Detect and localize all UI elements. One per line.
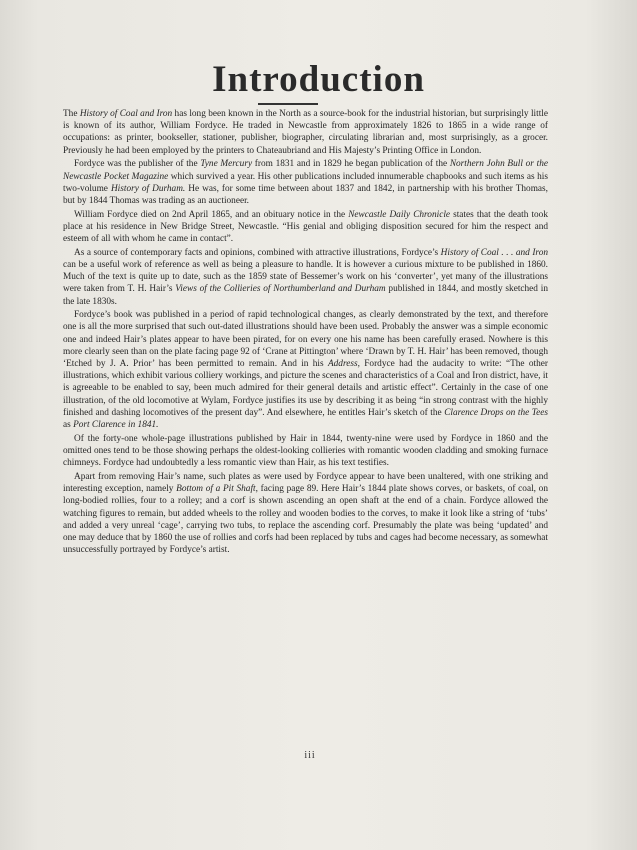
paragraph-5: Fordyce’s book was published in a period of rapid technological changes, as clearly demonstrated by the text, and therefore one is all the more surprised that such out-dated illustrations should have been used. Probably the answer was a simple economic one and indeed Hair’s plates appear to have been pirated, for on every one his name has been carefully erased. Nowhere is this more clearly seen than on the plate facing page 92 of ‘Crane at Pittington’ where ‘Drawn by T. H. Hair’ has been removed, though ‘Etched by J. A. Prior’ has been permitted to remain. And in his Address, Fordyce had the audacity to write: “The other illustrations, which exhibit various colliery workings, and picture the scenes and characteristics of a Coal and Iron district, have, it is agreeable to be enabled to say, been much admired for their general details and artistic effect”. Certainly in the case of one illustration, of the old locomotive at Wylam, Fordyce justifies its use by describing it as being “in strong contrast with the highly finished and dashing locomotives of the present day”. And elsewhere, he entitles Hair’s sketch of the Clarence Drops on the Tees as Port Clarence in 1841. <box>63 310 548 431</box>
paragraph-2: Fordyce was the publisher of the Tyne Mercury from 1831 and in 1829 he began publication of the Northern John Bull or the Newcastle Pocket Magazine which survived a year. His other publications included innumerable chapbooks and such items as his two-volume History of Durham. He was, for some time between about 1837 and 1842, in partnership with his brother Thomas, but by 1844 Thomas was trading as an auctioneer. <box>63 159 548 206</box>
paragraph-4: As a source of contemporary facts and opinions, combined with attractive illustrations, Fordyce’s History of Coal . . . and Iron can be a useful work of reference as well as being a pleasure to handle. It is however a curious mixture to be published in 1860. Much of the text is quite up to date, such as the 1859 state of Bessemer’s work on his ‘converter’, yet many of the illustrations were taken from T. H. Hair’s Views of the Collieries of Northumberland and Durham published in 1844, and mostly sketched in the late 1830s. <box>63 247 549 307</box>
paragraph-3: William Fordyce died on 2nd April 1865, and an obituary notice in the Newcastle Daily Chronicle states that the death took place at his residence in New Bridge Street, Newcastle. “His genial and obliging disposition secured for him the respect and esteem of all with whom he came in contact”. <box>63 209 548 245</box>
paragraph-7: Apart from removing Hair’s name, such plates as were used by Fordyce appear to have been unaltered, with one striking and interesting exception, namely Bottom of a Pit Shaft, facing page 89. Here Hair’s 1844 plate shows corves, or baskets, of coal, on long-bodied rollies, four to a rolley; and a corf is shown ascending an open shaft at the end of a chain. Fordyce allowed the watching figures to remain, but added wheels to the rolley and wooden bodies to the corves, to make it look like a string of ‘tubs’ and added a very unreal ‘cage’, carrying two tubs, to replace the ascending corf. Presumably the plate was being ‘updated’ and one may deduce that by 1860 the use of rollies and corfs had been replaced by tubs and cages had become necessary, as somewhat unsuccessfully portrayed by Fordyce’s artist. <box>63 471 548 556</box>
page-title: Introduction <box>212 59 425 100</box>
title-rule <box>258 103 318 105</box>
paragraph-6: Of the forty-one whole-page illustrations published by Hair in 1844, twenty-nine were used by Fordyce in 1860 and the omitted ones tend to be those showing perhaps the oldest-looking collieries with romantic wooden cladding and smoking furnace chimneys. Fordyce had undoubtedly a less romantic view than Hair, as his text testifies. <box>63 433 548 469</box>
paragraph-1: The History of Coal and Iron has long been known in the North as a source-book for the industrial historian, but surprisingly little is known of its author, William Fordyce. He traded in Newcastle from approximately 1826 to 1865 in a wide range of occupations: as printer, bookseller, stationer, publisher, biographer, circulating librarian and, most surprisingly, as a grocer. Previously he had been employed by the printers to Chateaubriand and His Majesty’s Printing Office in London. <box>63 109 548 156</box>
page-number: iii <box>304 750 316 761</box>
body-text <box>63 108 548 558</box>
